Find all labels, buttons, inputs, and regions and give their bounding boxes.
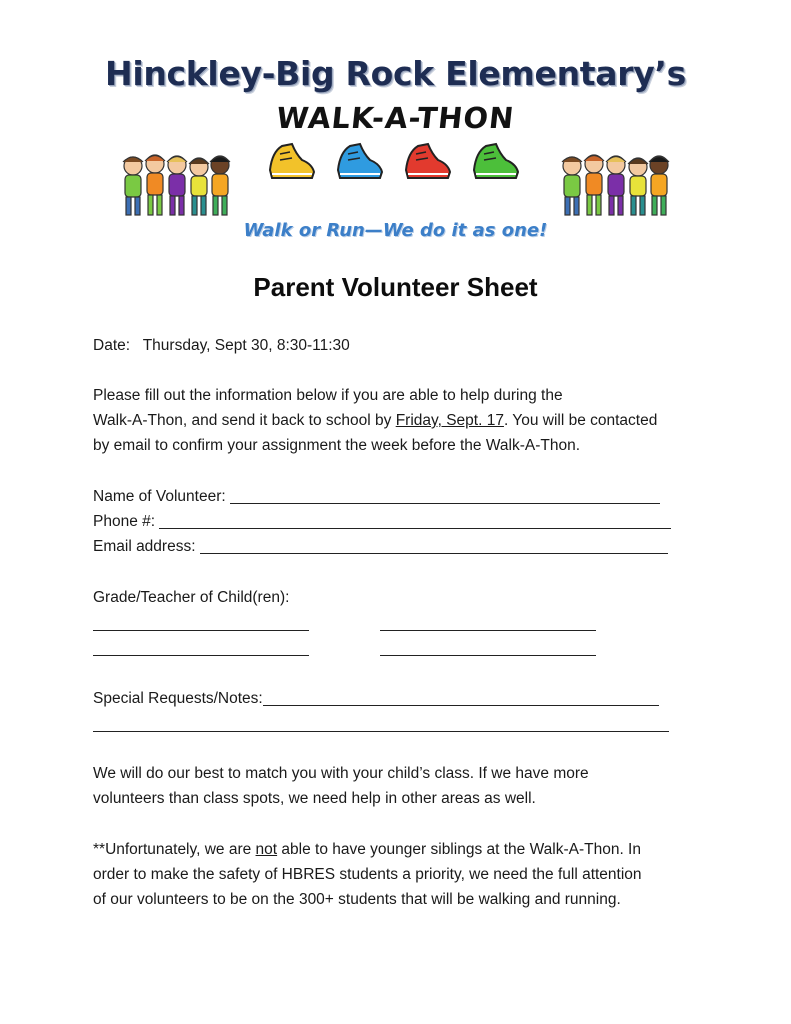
grade-teacher-field-1[interactable]	[93, 630, 309, 631]
intro-line-1: Please fill out the information below if you are able to help during the	[93, 387, 563, 404]
volunteer-name-field[interactable]	[230, 487, 660, 504]
date-line	[93, 333, 350, 358]
notes-field[interactable]	[263, 689, 659, 706]
page-title: Parent Volunteer Sheet	[253, 272, 538, 302]
intro-text: . You will be contacted	[503, 412, 658, 429]
notes-label: Special Requests/Notes:	[93, 690, 263, 707]
shoe-icon	[474, 144, 518, 178]
volunteer-name-label: Name of Volunteer:	[93, 488, 226, 505]
notice-line-2: order to make the safety of HBRES students a priority, we need the full attention	[93, 866, 642, 883]
slogan: Walk or Run—We do it as one!	[243, 220, 548, 241]
phone-field[interactable]	[159, 512, 671, 529]
event-title: WALK-A-THON	[274, 101, 517, 135]
shoe-icon	[406, 144, 450, 178]
email-field[interactable]	[200, 537, 668, 554]
school-title: Hinckley-Big Rock Elementary’s	[105, 54, 686, 93]
notice-line-1	[93, 837, 641, 862]
intro-text: Walk-A-Thon, and send it back to school by	[93, 412, 396, 429]
deadline-date: Friday, Sept. 17	[395, 412, 504, 429]
matching-line-2: volunteers than class spots, we need help in other areas as well.	[93, 790, 536, 807]
intro-line-2	[93, 408, 657, 433]
children-group-icon	[117, 150, 235, 222]
notice-emphasis: not	[255, 841, 278, 858]
notice-line-3: of our volunteers to be on the 300+ students that will be walking and running.	[93, 891, 621, 908]
grade-teacher-label: Grade/Teacher of Child(ren):	[93, 589, 290, 606]
email-row	[93, 534, 668, 559]
phone-label: Phone #:	[93, 513, 156, 530]
date-value: Thursday, Sept 30, 8:30-11:30	[142, 337, 350, 354]
notes-row	[93, 686, 659, 711]
intro-line-3: by email to confirm your assignment the week before the Walk-A-Thon.	[93, 437, 581, 454]
children-group-icon	[556, 150, 674, 222]
shoe-icon	[338, 144, 382, 178]
grade-teacher-field-3[interactable]	[93, 655, 309, 656]
date-label: Date:	[93, 337, 131, 354]
notice-text: able to have younger siblings at the Walk-A-Thon. In	[277, 841, 641, 858]
phone-row	[93, 509, 671, 534]
email-label: Email address:	[93, 538, 196, 555]
sneakers-illustration	[264, 136, 536, 182]
matching-line-1: We will do our best to match you with your child’s class. If we have more	[93, 765, 589, 782]
shoe-icon	[270, 144, 314, 178]
notice-text: **Unfortunately, we are	[93, 841, 256, 858]
grade-teacher-field-4[interactable]	[380, 655, 596, 656]
grade-teacher-field-2[interactable]	[380, 630, 596, 631]
notes-field-line-2[interactable]	[93, 731, 669, 732]
volunteer-name-row	[93, 484, 660, 509]
